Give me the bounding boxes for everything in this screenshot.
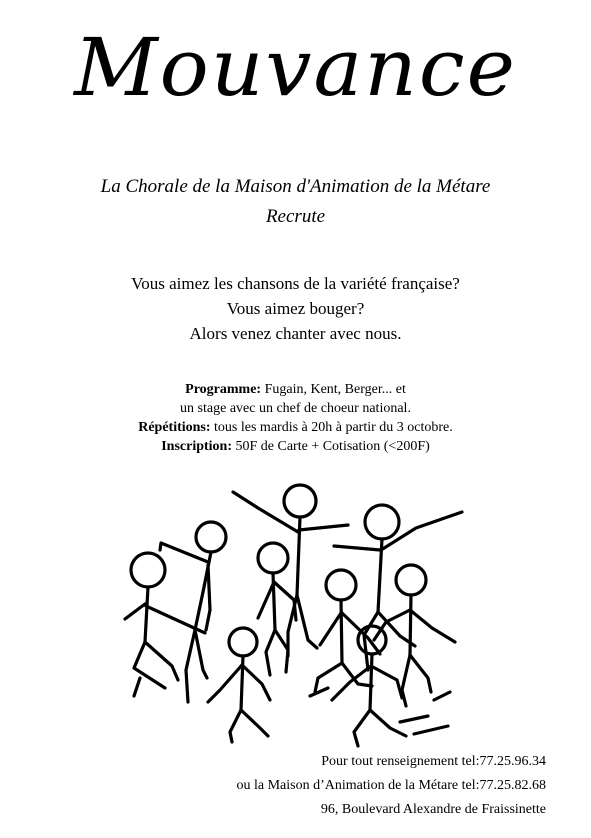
repetitions-label: Répétitions:	[138, 420, 211, 435]
subtitle-recruits: Recrute	[265, 206, 326, 227]
programme-text: Fugain, Kent, Berger... et	[261, 382, 406, 397]
intro-line: Vous aimez les chansons de la variété française?	[131, 274, 460, 293]
repetitions-line	[0, 418, 591, 437]
contact-block	[86, 750, 546, 822]
details-block	[0, 380, 591, 456]
programme-line-2: un stage avec un chef de choeur national.	[180, 401, 411, 416]
intro-line: Alors venez chanter avec nous.	[189, 324, 402, 343]
poster-title: Mouvance	[74, 21, 517, 114]
contact-line: ou la Maison d’Animation de la Métare tel:77.25.82.68	[236, 778, 546, 793]
dancing-stick-figures-icon	[110, 470, 480, 750]
inscription-line	[0, 437, 591, 456]
intro-block	[0, 271, 591, 346]
inscription-text: 50F de Carte + Cotisation (<200F)	[232, 439, 430, 454]
intro-line: Vous aimez bouger?	[226, 299, 365, 318]
contact-line: Pour tout renseignement tel:77.25.96.34	[321, 754, 546, 769]
contact-line: 96, Boulevard Alexandre de Fraissinette	[320, 802, 546, 817]
programme-line	[0, 380, 591, 399]
inscription-label: Inscription:	[161, 439, 232, 454]
subtitle-choir: La Chorale de la Maison d'Animation de la Métare	[100, 176, 491, 197]
programme-label: Programme:	[185, 382, 262, 397]
repetitions-text: tous les mardis à 20h à partir du 3 octobre.	[210, 420, 453, 435]
